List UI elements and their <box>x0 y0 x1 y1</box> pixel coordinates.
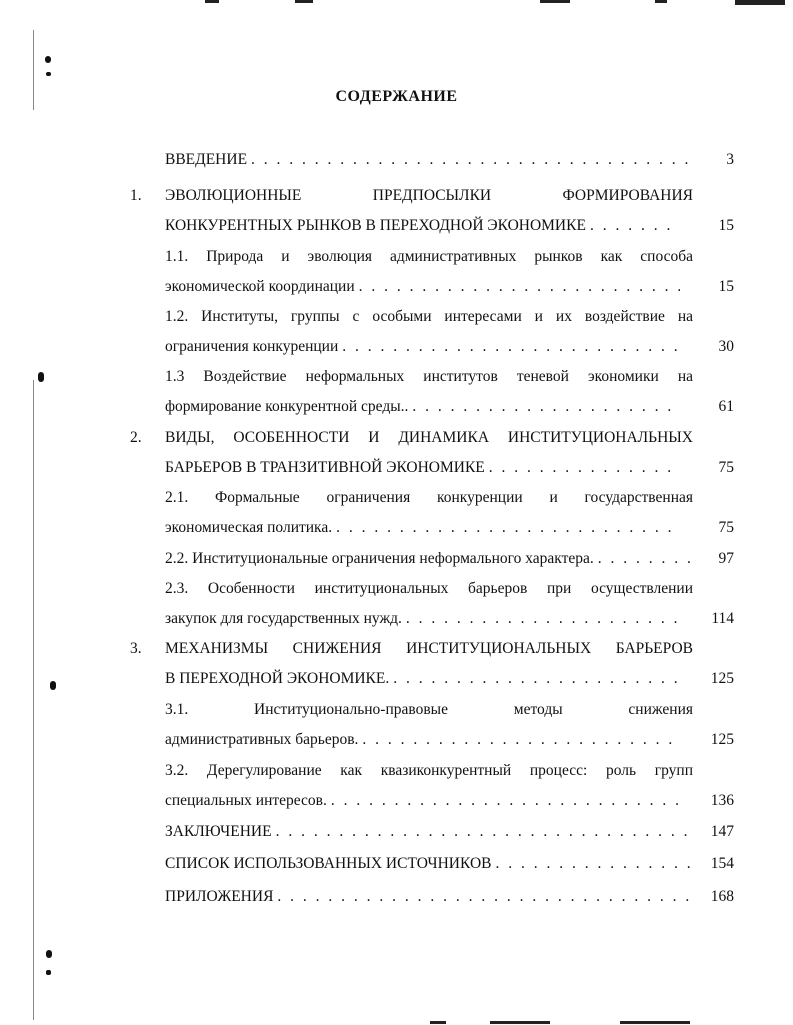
toc-entry-number: 2. <box>130 429 142 446</box>
toc-entry-text: 2.3. Особенности институциональных барьеров при осуществлении <box>165 580 693 597</box>
toc-entry-last-line <box>165 518 680 538</box>
toc-page-number: 15 <box>718 278 734 295</box>
dot-leader <box>342 337 680 357</box>
toc-page-number: 97 <box>718 550 734 567</box>
toc-entry-text: МЕХАНИЗМЫ СНИЖЕНИЯ ИНСТИТУЦИОНАЛЬНЫХ БАРЬЕРОВ <box>165 640 693 657</box>
toc-entry-text: 1.3 Воздействие неформальных институтов теневой экономики на <box>165 368 693 385</box>
dot-leader <box>495 854 693 874</box>
dot-leader <box>277 887 693 907</box>
dot-leader <box>362 730 680 750</box>
toc-page-number: 136 <box>710 792 734 809</box>
toc-entry-text: 3.2. Дерегулирование как квазиконкурентный процесс: роль групп <box>165 762 693 779</box>
toc-entry-last-line <box>165 216 680 236</box>
dot-leader <box>359 277 680 297</box>
toc-entry-text: административных барьеров. <box>165 731 359 748</box>
toc-entry-last-line <box>165 277 680 297</box>
toc-page-number: 30 <box>718 338 734 355</box>
toc-entry-last-line <box>165 854 693 874</box>
dot-leader <box>406 609 680 629</box>
toc-entry-last-line <box>165 150 693 170</box>
toc-page-number: 168 <box>710 888 734 905</box>
toc-entry-last-line <box>165 730 680 750</box>
toc-page-number: 75 <box>718 459 734 476</box>
dot-leader <box>336 518 680 538</box>
toc-entry-text: ВВЕДЕНИЕ <box>165 151 248 168</box>
toc-entry-text: ПРИЛОЖЕНИЯ <box>165 888 274 905</box>
toc-entry-text: ВИДЫ, ОСОБЕННОСТИ И ДИНАМИКА ИНСТИТУЦИОНАЛЬНЫХ <box>165 429 693 446</box>
toc-page-number: 75 <box>718 519 734 536</box>
toc-entry-last-line <box>165 609 680 629</box>
toc-entry-text: ЗАКЛЮЧЕНИЕ <box>165 823 272 840</box>
dot-leader <box>412 397 680 417</box>
toc-entry-text: БАРЬЕРОВ В ТРАНЗИТИВНОЙ ЭКОНОМИКЕ <box>165 459 485 476</box>
toc-entry-last-line <box>165 397 680 417</box>
toc-page-number: 61 <box>718 398 734 415</box>
toc-entry-text: экономическая политика. <box>165 519 333 536</box>
dot-leader <box>489 458 680 478</box>
toc-entry-last-line <box>165 458 680 478</box>
toc-entry-text: закупок для государственных нужд. <box>165 610 402 627</box>
toc-page-number: 15 <box>718 217 734 234</box>
toc-entry-text: КОНКУРЕНТНЫХ РЫНКОВ В ПЕРЕХОДНОЙ ЭКОНОМИКЕ <box>165 217 586 234</box>
toc-entry-text: 2.1. Формальные ограничения конкуренции и государственная <box>165 489 693 506</box>
toc-entry-text: ограничения конкуренции <box>165 338 339 355</box>
toc-page-number: 114 <box>711 610 734 627</box>
toc-entry-last-line <box>165 669 680 689</box>
toc-page-number: 147 <box>710 823 734 840</box>
toc-entry-text: В ПЕРЕХОДНОЙ ЭКОНОМИКЕ. <box>165 670 390 687</box>
dot-leader <box>590 216 680 236</box>
toc-entry-text: 2.2. Институциональные ограничения неформального характера. <box>165 550 594 567</box>
page-title: СОДЕРЖАНИЕ <box>335 88 458 105</box>
dot-leader <box>331 791 680 811</box>
toc-entry-text: 3.1. Институционально-правовые методы снижения <box>165 701 693 718</box>
toc-entry-last-line <box>165 549 693 569</box>
dot-leader <box>276 822 693 842</box>
toc-page-number: 154 <box>710 855 734 872</box>
toc-page-number: 125 <box>710 731 734 748</box>
toc-page-number: 125 <box>710 670 734 687</box>
dot-leader <box>598 549 693 569</box>
toc-entry-text: экономической координации <box>165 278 355 295</box>
toc-entry-text: специальных интересов. <box>165 792 327 809</box>
toc-entry-last-line <box>165 887 693 907</box>
dot-leader <box>393 669 680 689</box>
dot-leader <box>251 150 693 170</box>
toc-entry-last-line <box>165 337 680 357</box>
toc-entry-text: 1.1. Природа и эволюция административных рынков как способа <box>165 248 693 265</box>
toc-entry-number: 1. <box>130 187 142 204</box>
toc-entry-text: ЭВОЛЮЦИОННЫЕ ПРЕДПОСЫЛКИ ФОРМИРОВАНИЯ <box>165 187 693 204</box>
toc-entry-number: 3. <box>130 640 142 657</box>
toc-page-number: 3 <box>726 151 734 168</box>
toc-entry-text: СПИСОК ИСПОЛЬЗОВАННЫХ ИСТОЧНИКОВ <box>165 855 492 872</box>
toc-entry-text: 1.2. Институты, группы с особыми интересами и их воздействие на <box>165 308 693 325</box>
toc-entry-text: формирование конкурентной среды.. <box>165 398 409 415</box>
toc-entry-last-line <box>165 791 680 811</box>
toc-entry-last-line <box>165 822 693 842</box>
